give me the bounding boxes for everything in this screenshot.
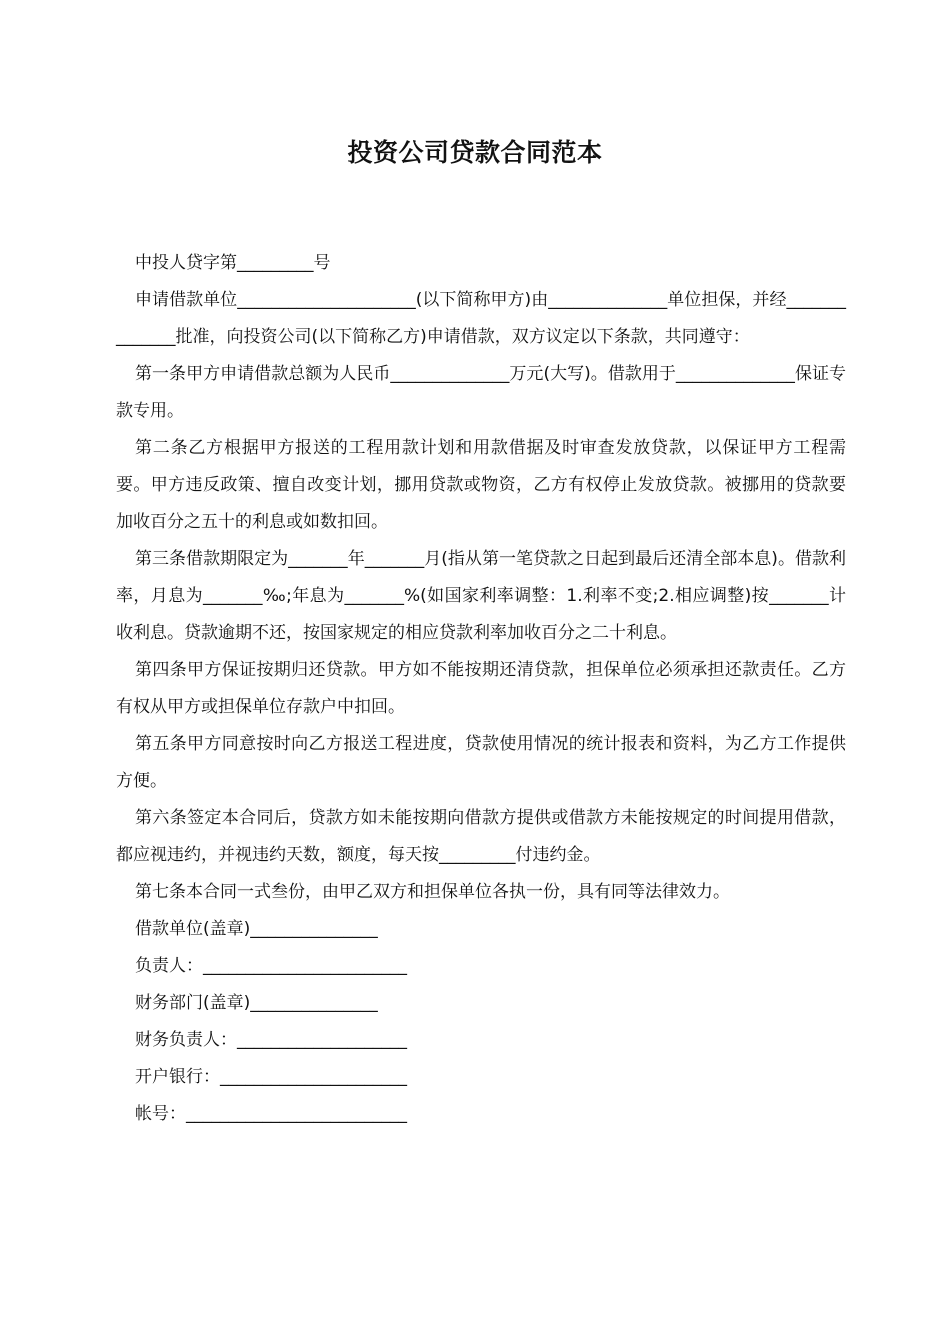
applicant-paragraph: 申请借款单位_____________________(以下简称甲方)由______________单位担保，并经______________批准，向投资公司(以下简称乙方)申请借款，双方议定以下条款，共同遵守： [116,290,846,347]
signature-account: 帐号：__________________________ [135,1104,407,1124]
signature-finance-department: 财务部门(盖章)_______________ [135,993,378,1013]
signature-borrower-unit: 借款单位(盖章)_______________ [135,919,378,939]
article-6: 第六条签定本合同后，贷款方如未能按期向借款方提供或借款方未能按规定的时间提用借款，都应视违约，并视违约天数，额度，每天按_________付违约金。 [116,808,846,865]
article-2: 第二条乙方根据甲方报送的工程用款计划和用款借据及时审查发放贷款，以保证甲方工程需要。甲方违反政策、擅自改变计划，挪用贷款或物资，乙方有权停止发放贷款。被挪用的贷款要加收百分之五十的利息或如数扣回。 [116,438,846,532]
article-3: 第三条借款期限定为_______年_______月(指从第一笔贷款之日起到最后还清全部本息)。借款利率，月息为_______‰;年息为_______%(如国家利率调整：1.利率不变;2.相应调整)按_______计收利息。贷款逾期不还，按国家规定的相应贷款利率加收百分之二十利息。 [116,549,846,643]
signature-bank: 开户银行：______________________ [135,1067,407,1087]
article-7: 第七条本合同一式叁份，由甲乙双方和担保单位各执一份，具有同等法律效力。 [135,882,730,902]
signature-responsible-person: 负责人：________________________ [135,956,407,976]
document-body [116,245,846,1133]
article-1: 第一条甲方申请借款总额为人民币______________万元(大写)。借款用于______________保证专款专用。 [116,364,846,421]
article-4: 第四条甲方保证按期归还贷款。甲方如不能按期还清贷款，担保单位必须承担还款责任。乙方有权从甲方或担保单位存款户中扣回。 [116,660,846,717]
document-title: 投资公司贷款合同范本 [347,138,603,167]
contract-number-line: 中投人贷字第_________号 [135,253,331,273]
signature-finance-head: 财务负责人：____________________ [135,1030,407,1050]
article-5: 第五条甲方同意按时向乙方报送工程进度，贷款使用情况的统计报表和资料，为乙方工作提供方便。 [116,734,846,791]
